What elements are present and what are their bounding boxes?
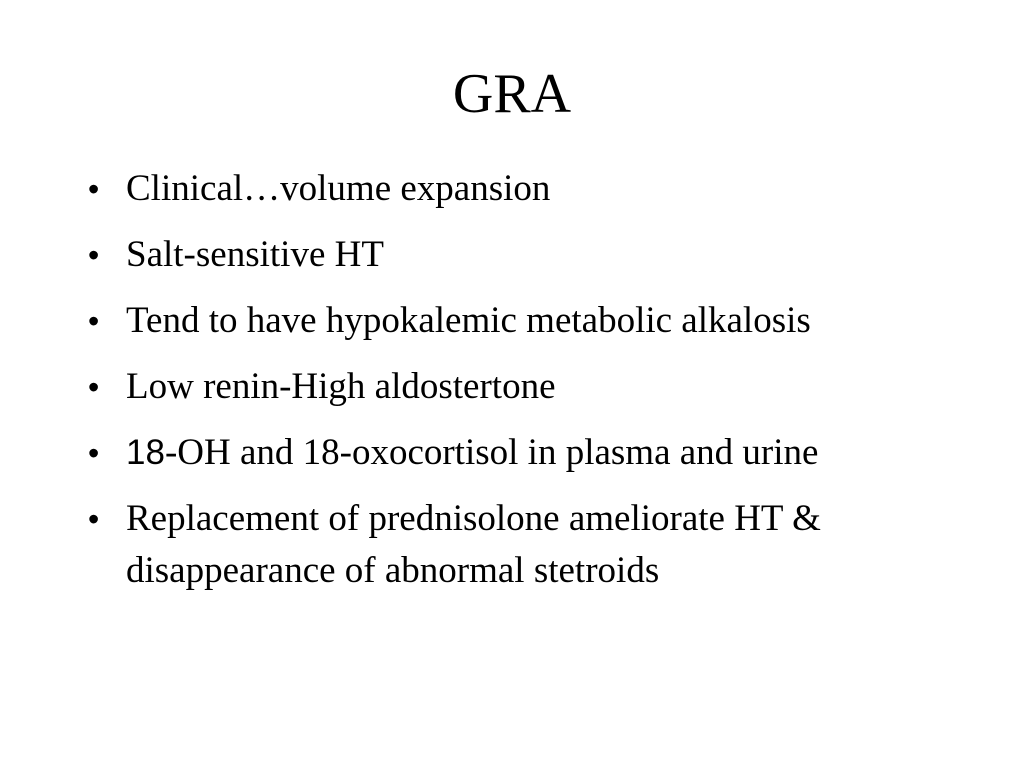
bullet-text: -OH and 18-oxocortisol in plasma and urine — [164, 432, 819, 473]
bullet-item — [86, 493, 966, 597]
bullet-icon: • — [88, 237, 100, 273]
bullet-item — [86, 163, 966, 215]
bullet-list — [86, 163, 966, 611]
bullet-icon: • — [88, 369, 100, 405]
bullet-icon: • — [88, 435, 100, 471]
bullet-item — [86, 295, 966, 347]
bullet-text: Low renin-High aldostertone — [126, 366, 556, 407]
bullet-icon: • — [88, 303, 100, 339]
bullet-text: Salt-sensitive HT — [126, 234, 384, 275]
bullet-item — [86, 229, 966, 281]
bullet-item — [86, 427, 966, 479]
bullet-icon: • — [88, 501, 100, 537]
slide-title: GRA — [452, 63, 572, 125]
bullet-text: Replacement of prednisolone ameliorate HT & disappearance of abnormal stetroids — [126, 498, 821, 591]
bullet-icon: • — [88, 171, 100, 207]
bullet-text: Clinical…volume expansion — [126, 168, 551, 209]
bullet-text: Tend to have hypokalemic metabolic alkalosis — [126, 300, 811, 341]
bullet-text-prefix: 18 — [126, 433, 165, 472]
bullet-item — [86, 361, 966, 413]
